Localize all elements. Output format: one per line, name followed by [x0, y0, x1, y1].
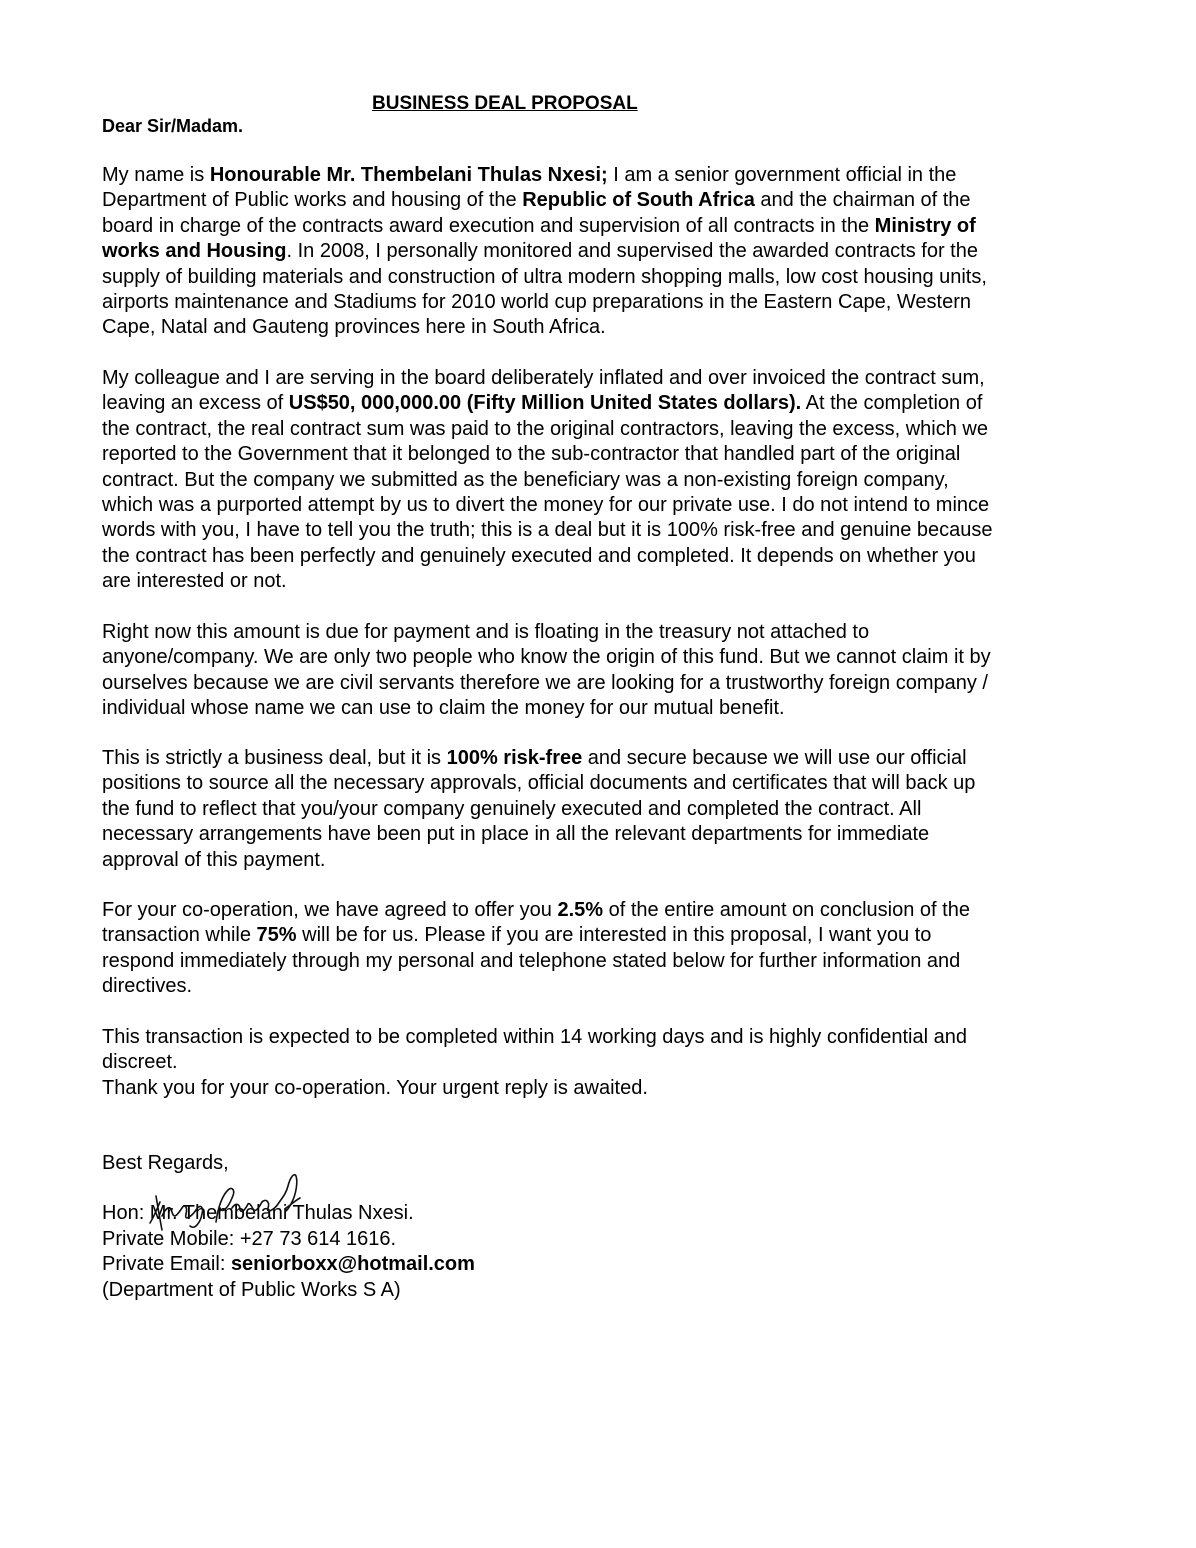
- country-name: Republic of South Africa: [522, 189, 755, 212]
- paragraph-offer: For your co-operation, we have agreed to offer you 2.5% of the entire amount on conclusion of the transaction while 75% will be for us. Please if you are interested in this proposal, I want you to respond immediately through my personal and telephone stated below for further information and directives.: [102, 899, 970, 998]
- handwritten-signature: [136, 1168, 306, 1240]
- letter-title: BUSINESS DEAL PROPOSAL: [372, 93, 638, 114]
- closing-regards: Best Regards,: [102, 1152, 229, 1174]
- department-line: (Department of Public Works S A): [102, 1278, 401, 1301]
- paragraph-introduction: My name is Honourable Mr. Thembelani Thulas Nxesi; I am a senior government official in the Department of Public works and housing of the Republic of South Africa and the chairman of the board in charge of the contracts award execution and supervision of all contracts in the Ministry of works and Housing. In 2008, I personally monitored and supervised the awarded contracts for the supply of building materials and construction of ultra modern shopping malls, low cost housing units, airports maintenance and Stadiums for 2010 world cup preparations in the Eastern Cape, Western Cape, Natal and Gauteng provinces here in South Africa.: [102, 164, 987, 339]
- paragraph-payment-status: Right now this amount is due for payment and is floating in the treasury not attached to anyone/company. We are only two people who know the origin of this fund. But we cannot claim it by ourselves because we are civil servants therefore we are looking for a trustworthy foreign company / individual whose name we can use to claim the money for our mutual benefit.: [102, 621, 991, 720]
- paragraph-timeline: This transaction is expected to be completed within 14 working days and is highly confidential and discreet. Thank you for your co-operation. Your urgent reply is awaited.: [102, 1026, 967, 1099]
- contact-mobile: Private Mobile: +27 73 614 1616.: [102, 1227, 397, 1250]
- salutation: Dear Sir/Madam.: [102, 116, 244, 136]
- ministry-name-cont: works and Housing: [102, 240, 287, 263]
- paragraph-risk-free: This is strictly a business deal, but it is 100% risk-free and secure because we will use our official positions to source all the necessary approvals, official documents and certificates that will back up the fund to reflect that you/your company genuinely executed and completed the contract. All necessary arrangements have been put in place in all the relevant departments for immediate approval of this payment.: [102, 747, 976, 871]
- excess-amount: US$50, 000,000.00 (Fifty Million United States dollars).: [288, 392, 802, 415]
- paragraph-excess-funds: My colleague and I are serving in the board deliberately inflated and over invoiced the contract sum, leaving an excess of US$50, 000,000.00 (Fifty Million United States dollars). At the completion of the contract, the real contract sum was paid to the original contractors, leaving the excess, which we reported to the Government that it belonged to the sub-contractor that handled part of the original contract. But the company we submitted as the beneficiary was a non-existing foreign company, which was a purported attempt by us to divert the money for our private use. I do not intend to mince words with you, I have to tell you the truth; this is a deal but it is 100% risk-free and genuine because the contract has been perfectly and genuinely executed and completed. It depends on whether you are interested or not.: [102, 367, 993, 593]
- sender-percentage: 75%: [256, 924, 297, 947]
- signer-name: Hon: Mr. Thembelani Thulas Nxesi.: [102, 1202, 414, 1225]
- risk-free-emphasis: 100% risk-free: [446, 747, 583, 769]
- contact-email: seniorboxx@hotmail.com: [230, 1253, 475, 1276]
- offer-percentage: 2.5%: [557, 899, 604, 921]
- sender-name: Honourable Mr. Thembelani Thulas Nxesi;: [209, 164, 608, 186]
- ministry-name: Ministry of: [874, 214, 976, 237]
- contact-email-label: Private Email:: [102, 1253, 231, 1276]
